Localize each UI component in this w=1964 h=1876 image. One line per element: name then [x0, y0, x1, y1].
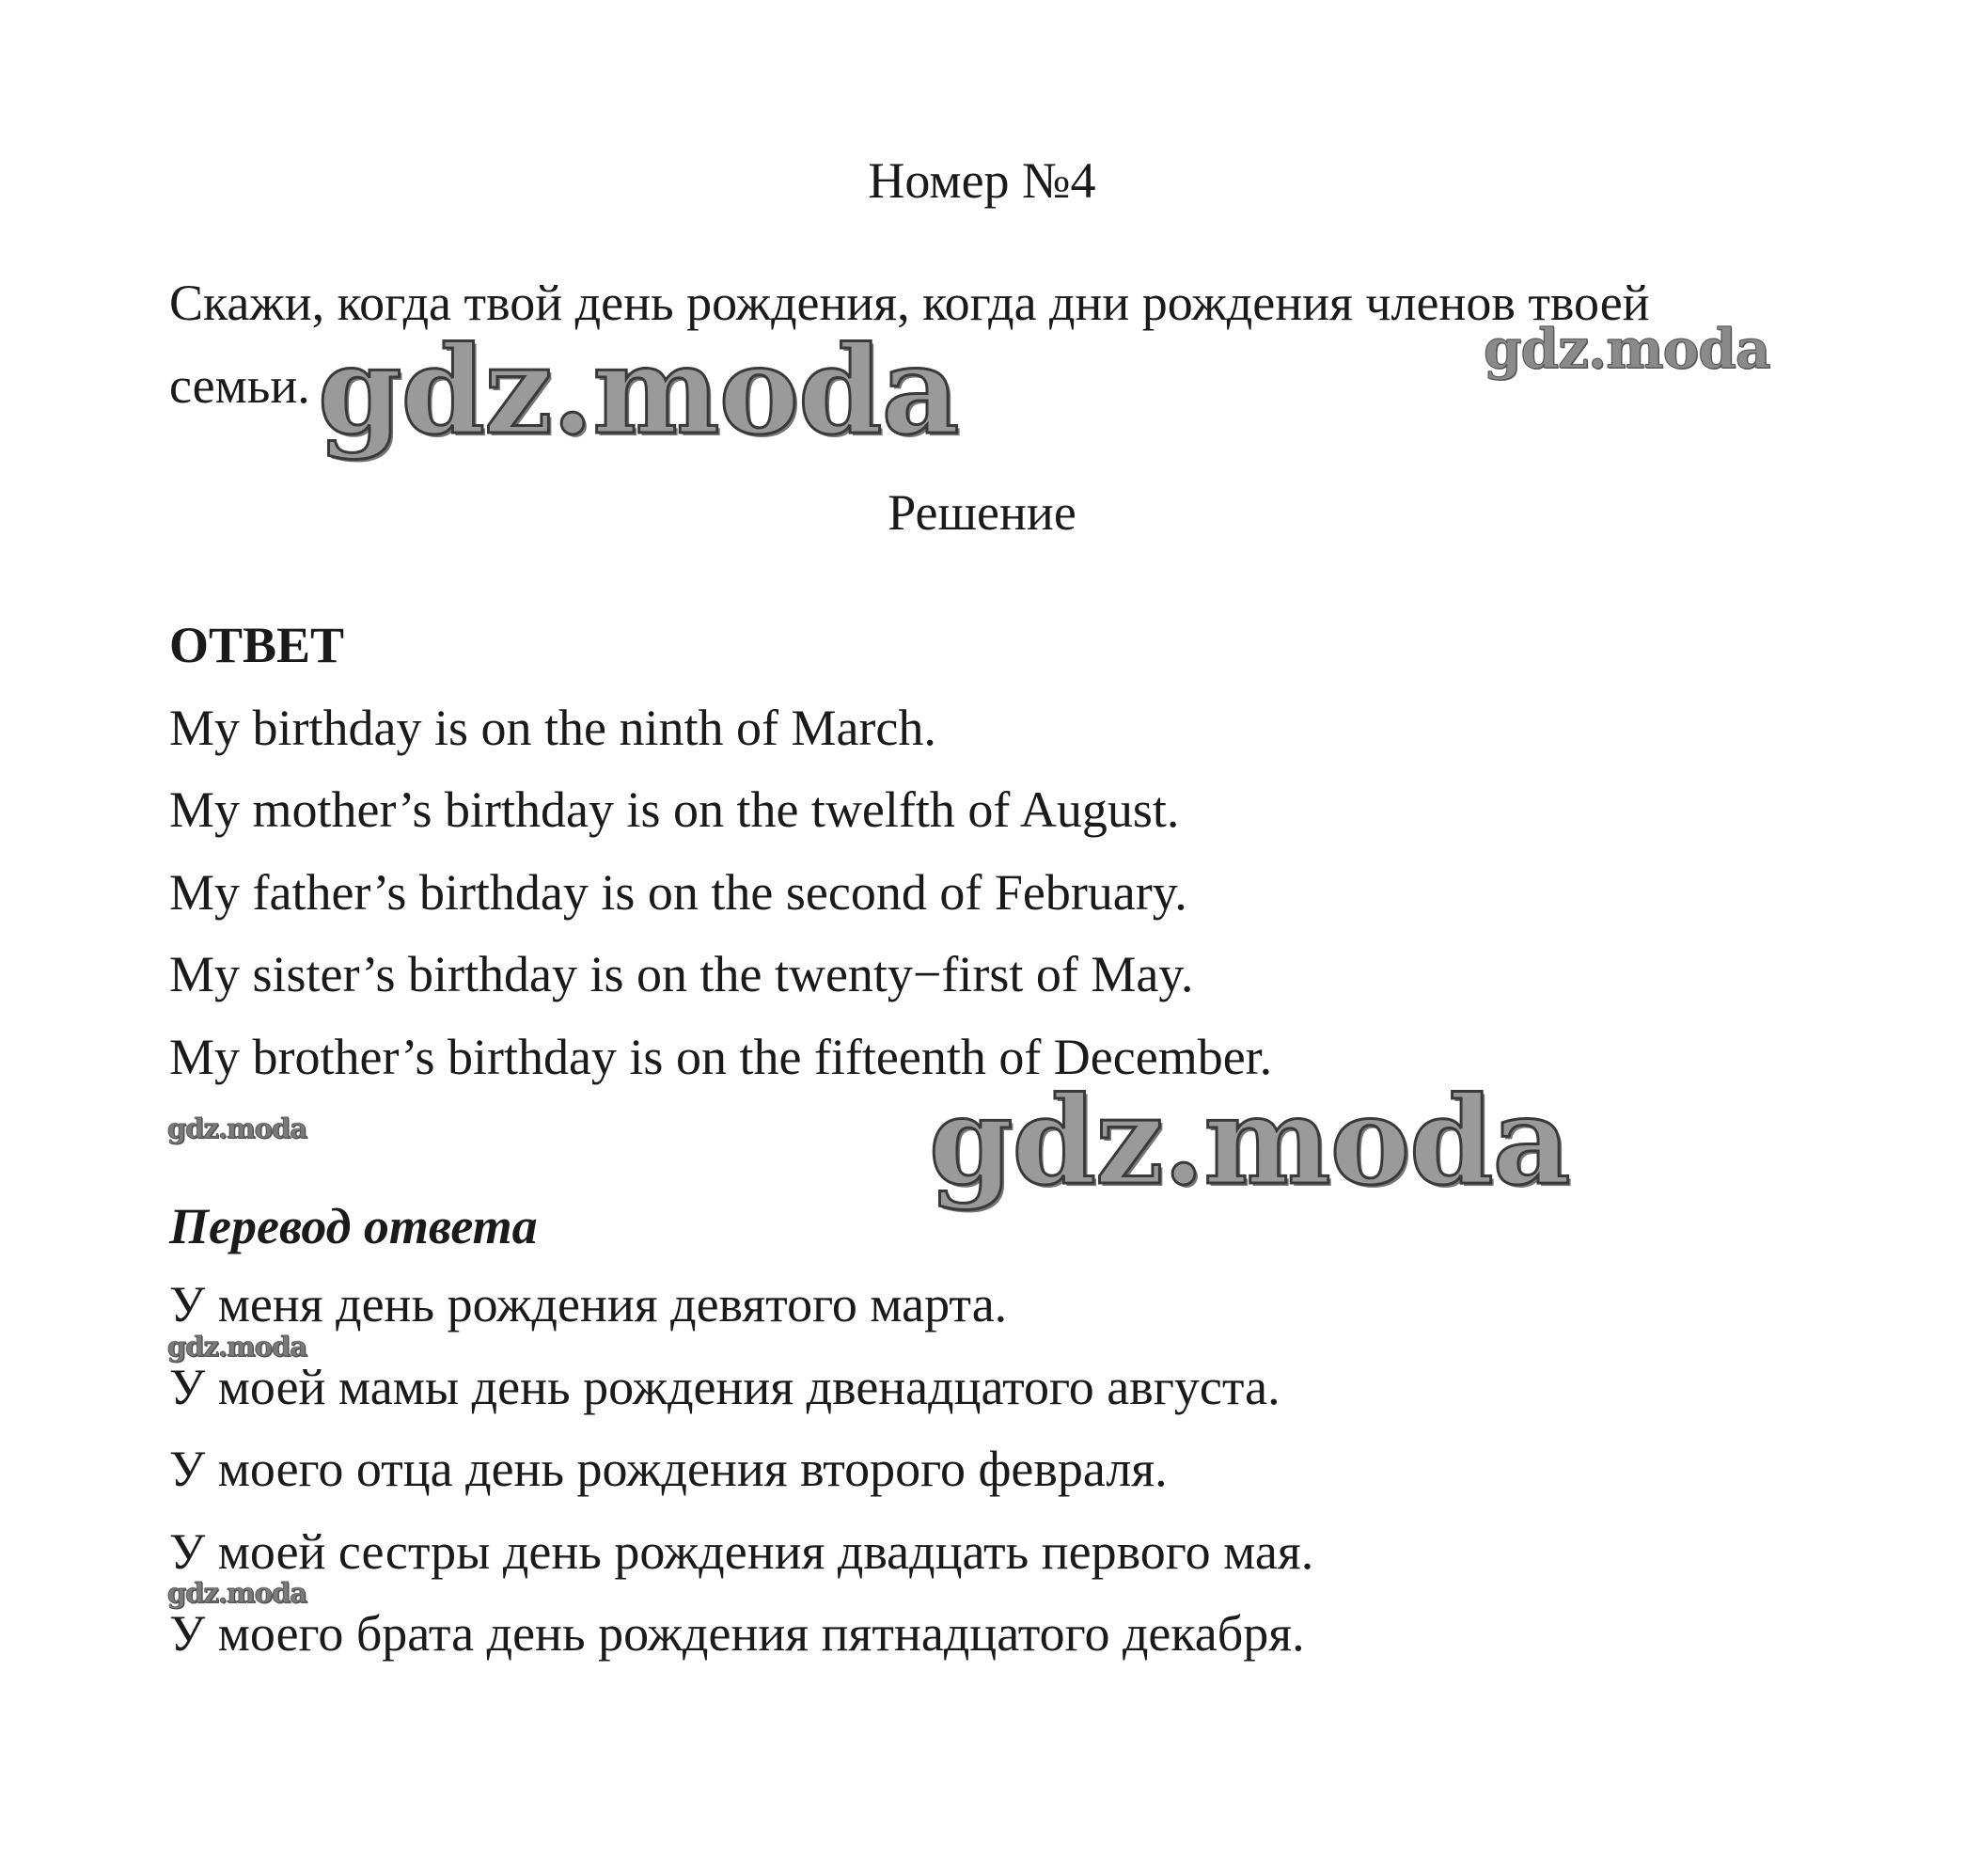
solution-heading: Решение	[888, 484, 1076, 541]
task-text-line-2: семьи.	[169, 357, 310, 414]
task-text-line-1: Скажи, когда твой день рождения, когда дни рождения членов твоей	[169, 275, 1650, 331]
translation-line: У моей мамы день рождения двенадцатого августа.	[169, 1359, 1281, 1415]
translation-line: У моего брата день рождения пятнадцатого декабря.	[169, 1605, 1305, 1662]
answer-line: My birthday is on the ninth of March.	[169, 700, 936, 756]
translation-heading: Перевод ответа	[169, 1198, 538, 1254]
watermark-logo: gdz.moda	[318, 321, 959, 462]
answer-line: My mother’s birthday is on the twelfth of August.	[169, 781, 1180, 838]
watermark-logo: gdz.moda	[929, 1071, 1570, 1212]
watermark-logo: gdz.moda	[167, 1112, 307, 1144]
translation-line: У моей сестры день рождения двадцать первого мая.	[169, 1523, 1314, 1580]
watermark-logo: gdz.moda	[1484, 317, 1770, 381]
translation-line: У моего отца день рождения второго февраля.	[169, 1441, 1168, 1497]
answer-line: My sister’s birthday is on the twenty−first of May.	[169, 946, 1194, 1002]
answer-line: My brother’s birthday is on the fifteenth of December.	[169, 1029, 1273, 1085]
task-number: Номер №4	[868, 152, 1096, 209]
watermark-logo: gdz.moda	[167, 1331, 307, 1363]
answer-line: My father’s birthday is on the second of February.	[169, 864, 1187, 921]
answer-heading: ОТВЕТ	[169, 617, 345, 673]
watermark-logo: gdz.moda	[167, 1577, 307, 1609]
translation-line: У меня день рождения девятого марта.	[169, 1276, 1008, 1332]
